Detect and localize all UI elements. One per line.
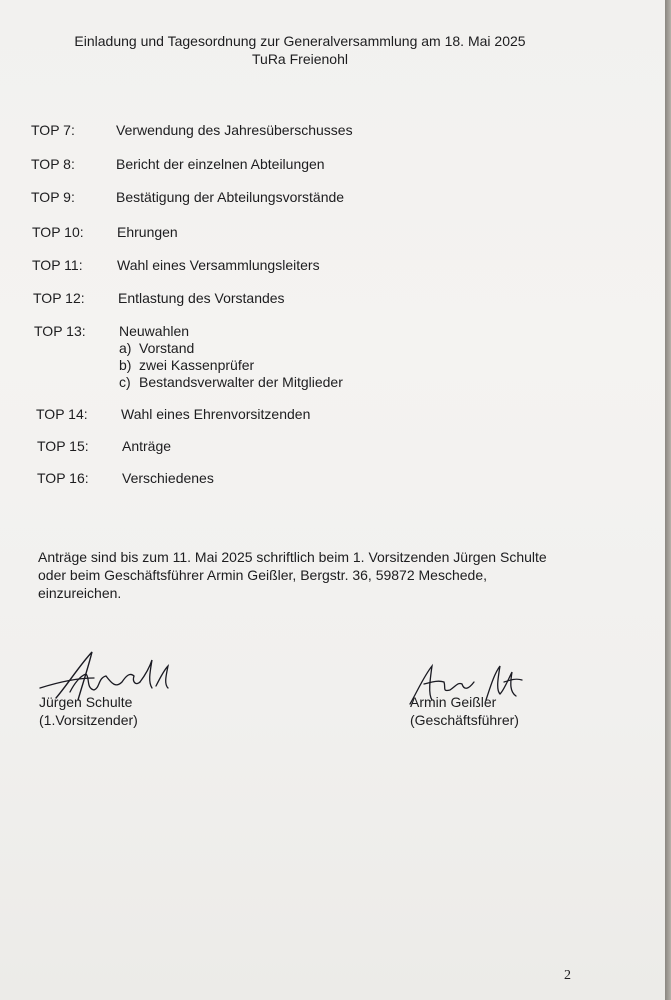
header-title: Einladung und Tagesordnung zur Generalversammlung am 18. Mai 2025 xyxy=(74,33,526,49)
header-club-name: TuRa Freienohl xyxy=(252,51,348,67)
agenda-item-text: Wahl eines Versammlungsleiters xyxy=(117,257,320,273)
agenda-sub-letter: c) xyxy=(119,374,131,390)
signatory-right xyxy=(410,693,519,729)
signatory-name: Jürgen Schulte xyxy=(39,694,133,710)
notice-line: einzureichen. xyxy=(38,585,122,601)
agenda-item-top-11 xyxy=(32,257,320,274)
agenda-item-top-8 xyxy=(31,156,325,173)
agenda-sub-list xyxy=(119,340,343,391)
agenda-sub-item xyxy=(119,357,343,374)
agenda-item-text: Anträge xyxy=(122,438,172,454)
agenda-item-number: TOP 12: xyxy=(33,290,85,306)
agenda-item-text: Entlastung des Vorstandes xyxy=(118,290,285,306)
agenda-item-top-15 xyxy=(37,438,171,455)
signatory-role: (Geschäftsführer) xyxy=(410,712,519,728)
agenda-item-top-10 xyxy=(32,224,178,241)
agenda-item-top-9 xyxy=(31,189,344,206)
signatory-role: (1.Vorsitzender) xyxy=(39,712,138,728)
agenda-item-body xyxy=(119,323,343,391)
page-number: 2 xyxy=(564,968,571,983)
document-header xyxy=(0,32,600,68)
notice-line: oder beim Geschäftsführer Armin Geißler, Bergstr. 36, 59872 Meschede, xyxy=(38,567,487,583)
agenda-item-text: Bericht der einzelnen Abteilungen xyxy=(116,156,325,172)
agenda-item-text: Ehrungen xyxy=(117,224,178,240)
agenda-item-number: TOP 9: xyxy=(31,189,75,205)
agenda-item-number: TOP 16: xyxy=(37,470,89,486)
agenda-item-top-7 xyxy=(31,122,353,139)
agenda-sub-letter: b) xyxy=(119,357,132,373)
agenda-item-text: Bestätigung der Abteilungsvorstände xyxy=(116,189,345,205)
agenda-item-number: TOP 10: xyxy=(32,224,84,240)
agenda-sub-item xyxy=(119,340,343,357)
agenda-item-number: TOP 11: xyxy=(32,257,83,273)
agenda-item-number: TOP 14: xyxy=(36,406,88,422)
agenda-item-text: Verwendung des Jahresüberschusses xyxy=(116,122,353,138)
agenda-item-top-14 xyxy=(36,406,310,423)
signatory-left xyxy=(39,693,138,729)
notice-line: Anträge sind bis zum 11. Mai 2025 schriftlich beim 1. Vorsitzenden Jürgen Schulte xyxy=(38,549,547,565)
page-edge xyxy=(665,0,671,1000)
agenda-item-top-13 xyxy=(34,323,343,391)
agenda-sub-text: Vorstand xyxy=(139,340,195,356)
agenda-item-top-12 xyxy=(33,290,285,307)
signatory-name: Armin Geißler xyxy=(410,694,497,710)
agenda-item-top-16 xyxy=(37,470,214,487)
agenda-item-number: TOP 8: xyxy=(31,156,75,172)
agenda-item-number: TOP 15: xyxy=(37,438,89,454)
agenda-item-text: Verschiedenes xyxy=(122,470,214,486)
agenda-sub-item xyxy=(119,374,343,391)
agenda-item-number: TOP 13: xyxy=(34,323,86,339)
agenda-item-text: Neuwahlen xyxy=(119,323,190,339)
agenda-sub-text: zwei Kassenprüfer xyxy=(139,357,255,373)
agenda-item-number: TOP 7: xyxy=(31,122,75,138)
submission-notice xyxy=(38,548,578,602)
agenda-sub-text: Bestandsverwalter der Mitglieder xyxy=(139,374,343,390)
agenda-sub-letter: a) xyxy=(119,340,132,356)
agenda-item-text: Wahl eines Ehrenvorsitzenden xyxy=(121,406,311,422)
